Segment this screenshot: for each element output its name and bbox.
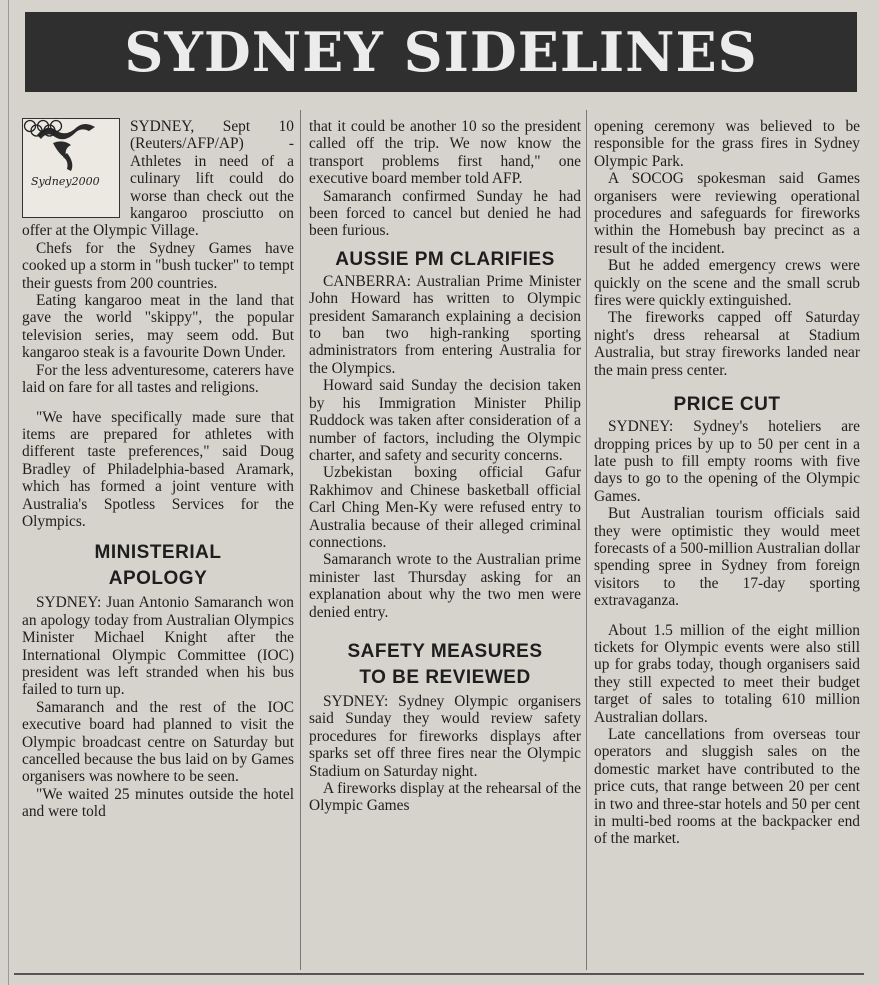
column-1: [22, 118, 294, 821]
headline-line: MINISTERIAL: [94, 542, 222, 564]
paragraph: About 1.5 million of the eight million tickets for Olympic events were also still up for grabs today, though organisers said they still expected to meet their budget target of sales to totaling 610 million Australian dollars.: [594, 621, 860, 726]
paragraph: Late cancellations from overseas tour operators and sluggish sales on the domestic market have contributed to the price cuts, that range between 20 per cent in two and three-star hotels and 50 per cent in multi-bed rooms at the backpacker end of the market.: [594, 726, 860, 848]
paragraph: A fireworks display at the rehearsal of the Olympic Games: [309, 780, 581, 815]
paragraph: CANBERRA: Australian Prime Minister John Howard has written to Olympic president Samaranch explaining a decision to ban two high-ranking sporting administrators from entering Australia for the Olympics.: [309, 272, 581, 377]
headline-line: TO BE REVIEWED: [359, 666, 531, 688]
paragraph: But Australian tourism officials said they were optimistic they would meet forecasts of a 500-million Australian dollar spending spree in Sydney from foreign visitors to the 17-day sporting extravaganza.: [594, 505, 860, 610]
headline-price-cut: PRICE CUT: [673, 394, 781, 416]
bottom-rule: [14, 973, 864, 975]
paragraph: Chefs for the Sydney Games have cooked up a storm in "bush tucker" to tempt their guests from 200 countries.: [22, 239, 294, 292]
column-rule: [300, 110, 301, 970]
headline-line: APOLOGY: [108, 568, 208, 590]
headline-line: SAFETY MEASURES: [347, 640, 543, 662]
logo-wordmark: Sydney2000: [31, 175, 100, 188]
paragraph: SYDNEY: Sydney Olympic organisers said Sunday they would review safety procedures for fireworks displays after sparks set off three fires near the Olympic Stadium on Saturday night.: [309, 692, 581, 780]
paragraph: that it could be another 10 so the president called off the trip. We now know the transport problems first hand," one executive board member told AFP.: [309, 118, 581, 188]
paragraph: SYDNEY, Sept 10 (Reuters/AFP/AP) - Athletes in need of a culinary lift could do worse than check out the kangaroo prosciutto on offer at the Olympic Village.: [22, 118, 294, 240]
paragraph: For the less adventuresome, caterers have laid on fare for all tastes and religions.: [22, 361, 294, 397]
paragraph: But he added emergency crews were quickly on the scene and the small scrub fires were quickly extinguished.: [594, 257, 860, 310]
paragraph: Howard said Sunday the decision taken by his Immigration Minister Philip Ruddock was taken after consideration of a number of factors, including the Olympic charter, and safety and security concerns.: [309, 377, 581, 464]
column-rule: [586, 110, 587, 970]
section-banner: [25, 12, 857, 92]
paragraph: SYDNEY: Sydney's hoteliers are dropping prices by up to 50 per cent in a late push to fill empty rooms with five days to go to the opening of the Olympic Games.: [594, 418, 860, 505]
paragraph: Samaranch confirmed Sunday he had been forced to cancel but denied he had been furious.: [309, 187, 581, 240]
paragraph: "We waited 25 minutes outside the hotel and were told: [22, 785, 294, 821]
paragraph: Uzbekistan boxing official Gafur Rakhimov and Chinese basketball official Carl Ching Men-Ky were refused entry to Australia because of their alleged criminal connections.: [309, 464, 581, 551]
paragraph: SYDNEY: Juan Antonio Samaranch won an apology today from Australian Olympics Minister Michael Knight after the International Olympic Committee (IOC) president was left stranded when his bus failed to turn up.: [22, 594, 294, 699]
paragraph: Samaranch and the rest of the IOC executive board had planned to visit the Olympic broadcast centre on Saturday but cancelled because the bus laid on by Games organisers was nowhere to be seen.: [22, 698, 294, 786]
column-3: [594, 118, 860, 848]
paragraph: "We have specifically made sure that items are prepared for athletes with different taste preferences," said Doug Bradley of Philadelphia-based Aramark, which has formed a joint venture with Australia's Spotless Services for the Olympics.: [22, 408, 294, 530]
headline-safety-measures: [309, 639, 581, 691]
paragraph: Samaranch wrote to the Australian prime minister last Thursday asking for an explanation about why the two men were denied entry.: [309, 551, 581, 621]
paragraph: Eating kangaroo meat in the land that gave the world "skippy", the popular television series, may seem odd. But kangaroo steak is a favourite Down Under.: [22, 292, 294, 362]
paragraph: The fireworks capped off Saturday night's dress rehearsal at Stadium Australia, but stray fireworks landed near the main press center.: [594, 309, 860, 379]
section-title: SYDNEY SIDELINES: [124, 20, 758, 84]
paragraph: A SOCOG spokesman said Games organisers were reviewing operational procedures and safeguards for fireworks within the Homebush bay precinct as a result of the incident.: [594, 170, 860, 257]
page-edge-line: [8, 0, 9, 985]
headline-ministerial-apology: [22, 540, 294, 592]
column-2: [309, 118, 581, 815]
paragraph: opening ceremony was believed to be responsible for the grass fires in Sydney Olympic Park.: [594, 118, 860, 170]
sydney-2000-logo: [22, 118, 120, 218]
olympic-rings-icon: [23, 119, 63, 137]
headline-aussie-pm: AUSSIE PM CLARIFIES: [335, 248, 555, 270]
